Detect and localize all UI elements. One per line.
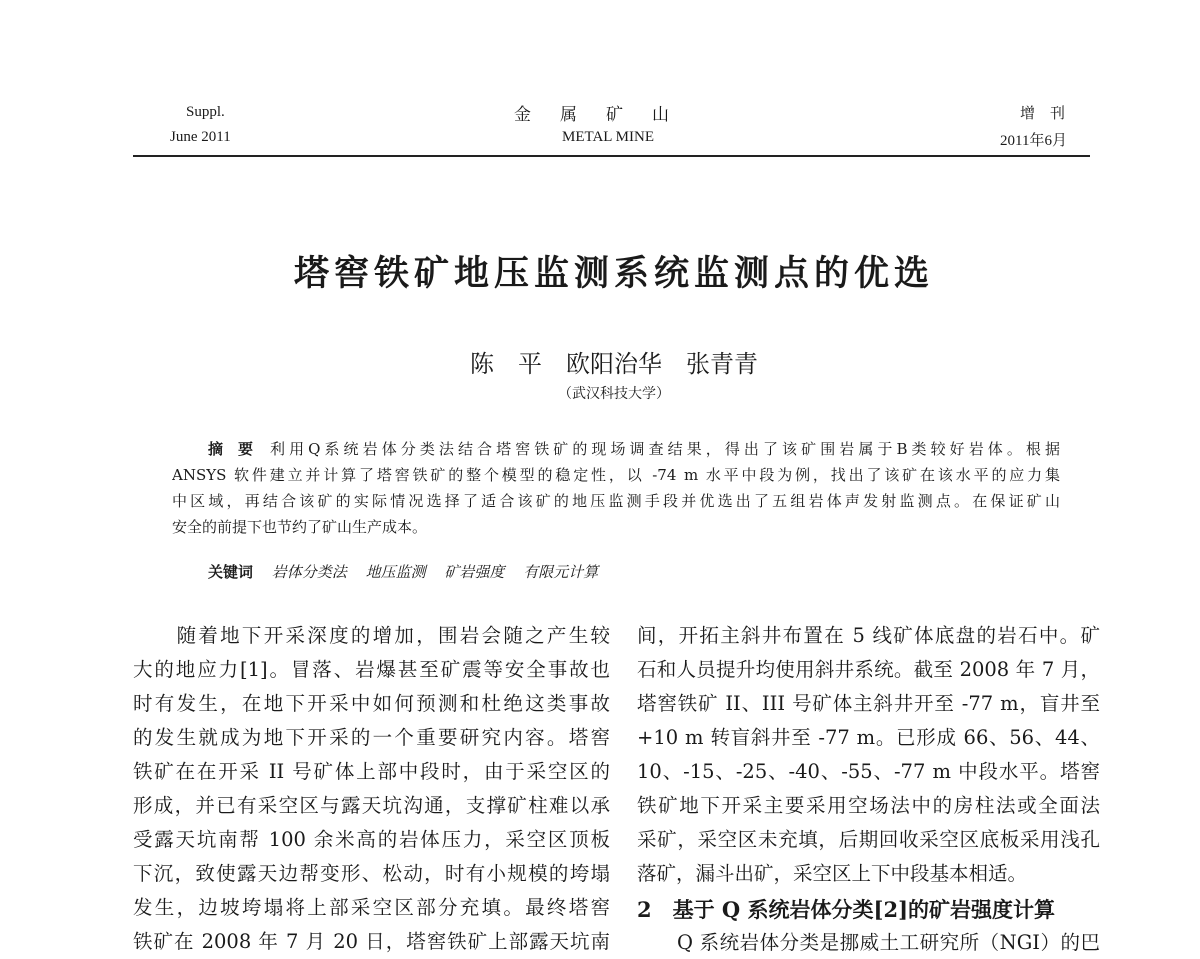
body-line: +10 m 转盲斜井至 -77 m。已形成 66、56、44、 bbox=[637, 726, 1100, 749]
body-line: 铁矿在 2008 年 7 月 20 日，塔窖铁矿上部露天坑南 bbox=[133, 930, 610, 953]
authors: 陈 平 欧阳治华 张青青 bbox=[470, 350, 758, 378]
body-line: 随着地下开采深度的增加，围岩会随之产生较 bbox=[133, 624, 610, 647]
paper-title: 塔窖铁矿地压监测系统监测点的优选 bbox=[293, 253, 934, 294]
body-line: Q 系统岩体分类是挪威土工研究所（NGI）的巴 bbox=[637, 931, 1100, 954]
body-line: 的发生就成为地下开采的一个重要研究内容。塔窖 bbox=[133, 726, 610, 749]
keyword: 矿岩强度 bbox=[444, 563, 505, 581]
abstract-label: 摘 要 bbox=[208, 440, 254, 458]
body-line: 下沉，致使露天边帮变形、松动，时有小规模的垮塌 bbox=[133, 862, 610, 885]
affiliation: （武汉科技大学） bbox=[558, 386, 670, 402]
body-line: 受露天坑南帮 100 余米高的岩体压力，采空区顶板 bbox=[133, 828, 610, 851]
body-line: 采矿，采空区未充填，后期回收采空区底板采用浅孔 bbox=[637, 828, 1100, 851]
body-line: 发生，边坡垮塌将上部采空区部分充填。最终塔窖 bbox=[133, 896, 610, 919]
body-line: 形成，并已有采空区与露天坑沟通，支撑矿柱难以承 bbox=[133, 794, 610, 817]
keywords-label: 关键词 bbox=[208, 563, 254, 581]
section-2-heading: 2 基于 Q 系统岩体分类[2]的矿岩强度计算 bbox=[637, 897, 1056, 922]
body-line: 10、-15、-25、-40、-55、-77 m 中段水平。塔窖 bbox=[637, 760, 1100, 783]
body-line: 塔窖铁矿 II、III 号矿体主斜井开至 -77 m，盲井至 bbox=[637, 692, 1100, 715]
journal-date-cn: 2011年6月 bbox=[1000, 133, 1067, 149]
journal-name-en: METAL MINE bbox=[562, 129, 654, 145]
journal-date-en: June 2011 bbox=[170, 129, 231, 145]
journal-suppl-cn: 增 刊 bbox=[1020, 106, 1066, 122]
body-line: 铁矿地下开采主要采用空场法中的房柱法或全面法 bbox=[637, 794, 1100, 817]
abstract-line: 安全的前提下也节约了矿山生产成本。 bbox=[172, 518, 428, 536]
body-line: 落矿，漏斗出矿，采空区上下中段基本相适。 bbox=[637, 862, 1028, 885]
keyword: 有限元计算 bbox=[523, 563, 599, 581]
body-line: 大的地应力[1]。冒落、岩爆甚至矿震等安全事故也 bbox=[133, 658, 610, 681]
body-line: 石和人员提升均使用斜井系统。截至 2008 年 7 月， bbox=[637, 658, 1100, 681]
journal-suppl: Suppl. bbox=[186, 104, 225, 120]
keyword: 地压监测 bbox=[365, 563, 426, 581]
header-rule bbox=[133, 155, 1090, 157]
abstract-line: ANSYS 软件建立并计算了塔窖铁矿的整个模型的稳定性，以 -74 m 水平中段为例，找出了该矿在该水平的应力集 bbox=[172, 466, 1060, 484]
keywords bbox=[208, 561, 598, 582]
journal-name-cn: 金 属 矿 山 bbox=[514, 105, 675, 124]
abstract-line: 利用Q系统岩体分类法结合塔窖铁矿的现场调查结果，得出了该矿围岩属于B类较好岩体。根据 bbox=[270, 440, 1060, 458]
body-line: 间，开拓主斜井布置在 5 线矿体底盘的岩石中。矿 bbox=[637, 624, 1100, 647]
body-line: 铁矿在在开采 II 号矿体上部中段时，由于采空区的 bbox=[133, 760, 610, 783]
keyword: 岩体分类法 bbox=[271, 563, 347, 581]
body-line: 时有发生，在地下开采中如何预测和杜绝这类事故 bbox=[133, 692, 610, 715]
abstract-line: 中区域，再结合该矿的实际情况选择了适合该矿的地压监测手段并优选出了五组岩体声发射监测点。在保证矿山 bbox=[172, 492, 1060, 510]
